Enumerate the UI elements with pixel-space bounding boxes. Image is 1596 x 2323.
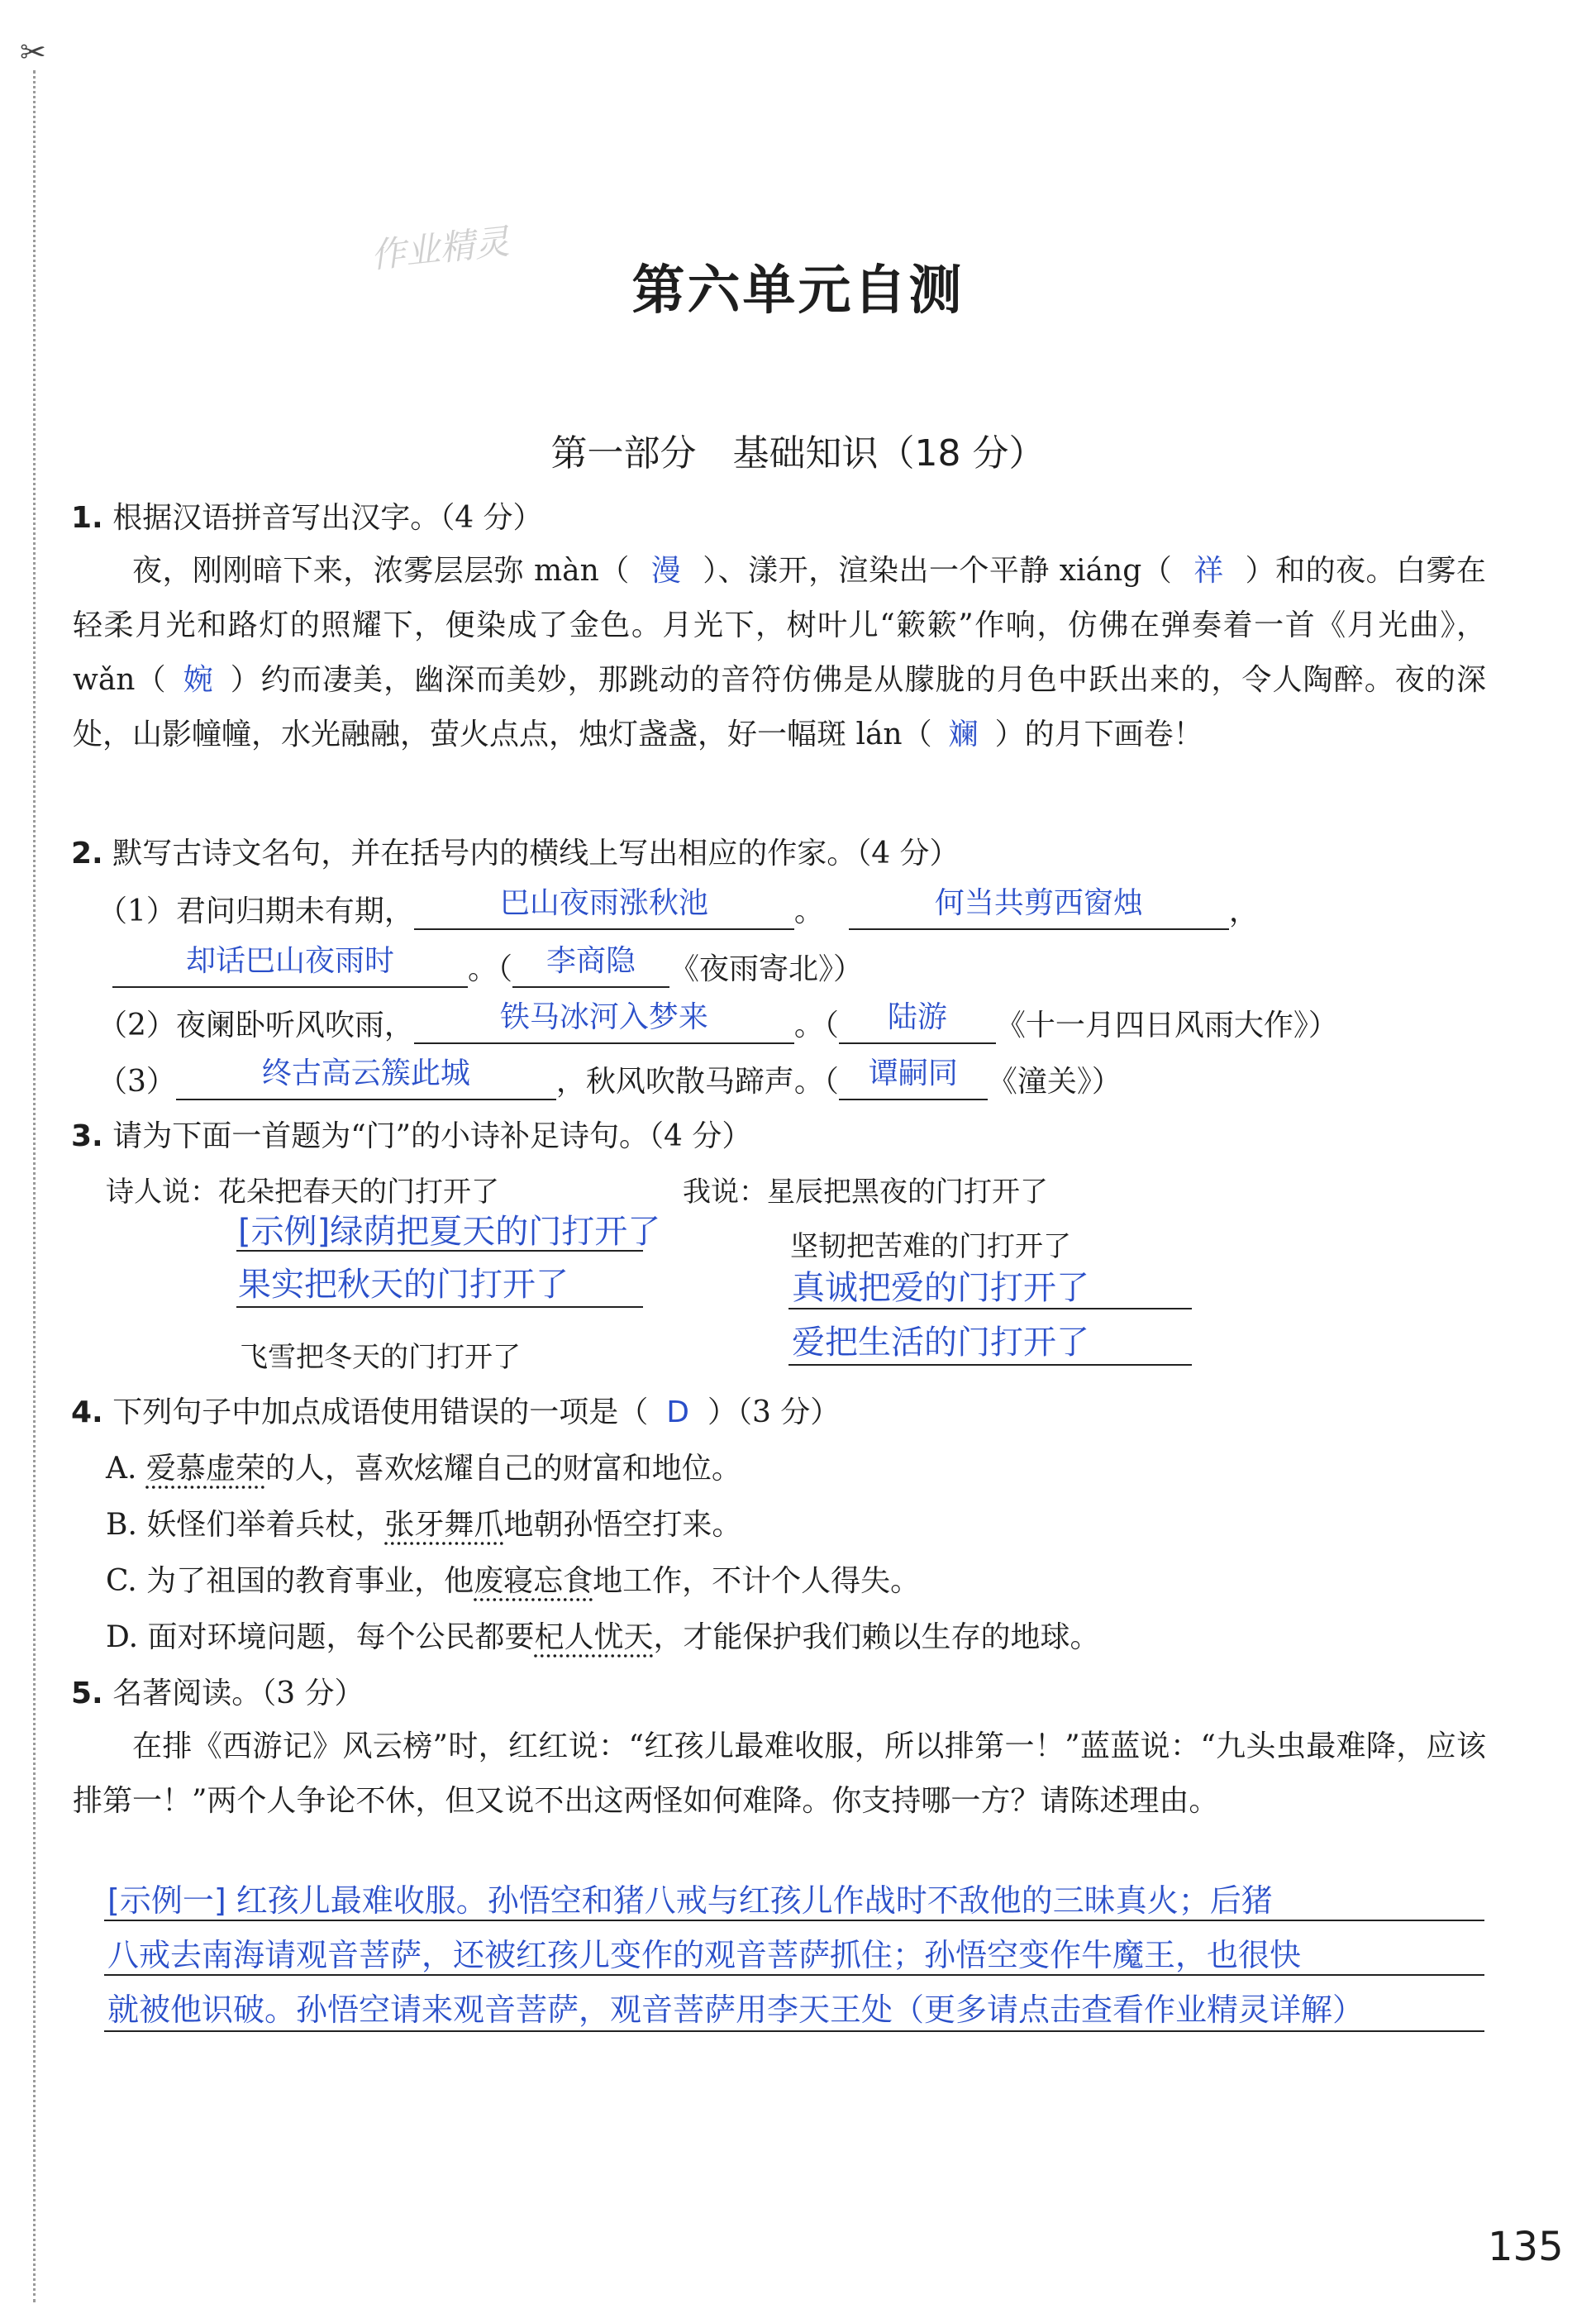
q1-answer-3: 婉: [183, 663, 214, 697]
q2-answer-3: 却话巴山夜雨时: [185, 944, 394, 978]
q1-stem-text: 根据汉语拼音写出汉字。（4 分）: [112, 501, 543, 535]
q2-blank-1: [414, 886, 794, 930]
q1-text: 来的，令人陶醉。夜的深处，山影幢幢，水光融融，萤火点点，烛灯盏盏，好一幅斑 lán（: [73, 663, 1486, 751]
q2-text: （3）: [98, 1065, 176, 1099]
q3-me-line: 我说：星辰把黑夜的门打开了: [683, 1176, 1048, 1209]
cut-line: [33, 70, 36, 2302]
q3-left-answer-1: [示例]绿荫把夏天的门打开了: [238, 1213, 661, 1251]
q1-text: ）、漾开，渲染出一个平静 xiáng（: [703, 554, 1173, 588]
q2-blank-3: [112, 944, 468, 988]
q2-answer-6: 陆游: [887, 1000, 947, 1034]
q3-right-answer-1: 真诚把爱的门打开了: [792, 1269, 1089, 1307]
q3-number: 3.: [71, 1119, 103, 1153]
q3-right-line-2: [788, 1364, 1192, 1366]
q5-rule-1: [104, 1920, 1484, 1921]
q2-line-3: （2）夜阑卧听风吹雨， 铁马冰河入梦来 。（ 陆游 《十一月四日风雨大作》）: [98, 1000, 1338, 1042]
q2-answer-5: 铁马冰河入梦来: [499, 1000, 708, 1034]
q4-option-d: [106, 1614, 1100, 1656]
q2-text: ，秋风吹散马蹄声。（: [555, 1065, 839, 1099]
q3-right-answer-2: 爱把生活的门打开了: [792, 1324, 1089, 1362]
q3-left-line-2: [236, 1306, 643, 1308]
q1-text: 白雾在轻柔月光和路灯的照耀下，便染成了金色。月光下，树叶儿“簌簌”作响，仿佛在弹奏着: [73, 554, 1486, 642]
q3-left-answer-2: 果实把秋天的门打开了: [238, 1266, 569, 1304]
q2-blank-8: [839, 1057, 988, 1100]
q4-stem: [71, 1389, 840, 1431]
q4-option-text: C. 为了祖国的教育事业，他: [106, 1564, 474, 1598]
q1-answer-4: 斓: [948, 718, 979, 751]
q4-text: 下列句子中加点成语使用错误的一项是（: [112, 1395, 649, 1429]
q2-blank-6: [839, 1000, 996, 1044]
q2-text: 《夜雨寄北》）: [669, 952, 864, 986]
q2-blank-5: [414, 1000, 794, 1044]
q5-answer-line-2: 八戒去南海请观音菩萨，还被红孩儿变作的观音菩萨抓住；孙悟空变作牛魔王，也很快: [107, 1937, 1302, 1973]
q5-stem: [71, 1670, 364, 1712]
q4-option-b: [106, 1501, 741, 1543]
q4-idiom: 废寝忘食: [474, 1564, 593, 1598]
q4-option-text: 地工作，不计个人得失。: [593, 1564, 921, 1598]
q4-option-text: A.: [106, 1452, 146, 1486]
q2-answer-7: 终古高云簇此城: [261, 1057, 470, 1090]
q3-poet-line: 诗人说：花朵把春天的门打开了: [106, 1176, 499, 1209]
q2-answer-4: 李商隐: [546, 944, 636, 978]
q3-left-given: 飞雪把冬天的门打开了: [240, 1341, 521, 1374]
q2-stem: [71, 830, 960, 872]
q2-line-1: （1）君问归期未有期， 巴山夜雨涨秋池 。 何当共剪西窗烛 ，: [98, 886, 1259, 928]
q4-number: 4.: [71, 1395, 103, 1429]
q1-answer-2: 祥: [1193, 554, 1224, 588]
q1-answer-1: 漫: [650, 554, 682, 588]
q2-line-2: 却话巴山夜雨时 。（ 李商隐 《夜雨寄北》）: [112, 946, 863, 988]
q4-option-text: 地朝孙悟空打来。: [503, 1508, 742, 1542]
q4-idiom: 张牙舞爪: [384, 1508, 504, 1542]
q3-right-line-1: [788, 1308, 1192, 1309]
q2-blank-7: [176, 1057, 556, 1100]
q4-answer: D: [666, 1395, 689, 1429]
q5-stem-text: 名著阅读。（3 分）: [112, 1677, 364, 1710]
q4-idiom: 杞人忧天: [534, 1620, 654, 1654]
watermark: 作业精灵: [369, 221, 512, 276]
page-number: 135: [1488, 2224, 1564, 2270]
q2-answer-8: 谭嗣同: [868, 1057, 958, 1090]
q1-text: 夜，刚刚暗下来，浓雾层层弥 màn（: [132, 554, 630, 588]
q4-option-text: 的人，喜欢炫耀自己的财富和地位。: [264, 1452, 741, 1486]
q1-text: ）: [994, 718, 1025, 751]
q4-option-text: B. 妖怪们举着兵杖，: [106, 1508, 385, 1542]
q3-stem: [71, 1113, 751, 1155]
q4-idiom: 爱慕虚荣: [145, 1452, 265, 1486]
q1-text: 一首《月光曲》，wǎn（: [73, 608, 1486, 697]
q5-rule-3: [104, 2030, 1484, 2032]
q2-blank-2: [849, 886, 1229, 930]
q1-number: 1.: [71, 501, 103, 535]
q4-option-c: [106, 1557, 920, 1600]
q1-passage: [73, 544, 1486, 762]
q2-blank-4: [512, 944, 669, 988]
q2-text: 《十一月四日风雨大作》）: [995, 1009, 1338, 1042]
page-title: 第六单元自测: [631, 260, 965, 322]
section-title: 第一部分 基础知识（18 分）: [550, 432, 1046, 475]
q2-text: （1）君问归期未有期，: [98, 894, 414, 928]
q4-option-text: D. 面对环境问题，每个公民都要: [106, 1620, 535, 1654]
q5-answer-line-1: [示例一] 红孩儿最难收服。孙悟空和猪八戒与红孩儿作战时不敌他的三昧真火；后猪: [107, 1882, 1273, 1919]
q3-stem-text: 请为下面一首题为“门”的小诗补足诗句。（4 分）: [112, 1119, 752, 1153]
q3-right-given: 坚韧把苦难的门打开了: [790, 1230, 1071, 1263]
q2-line-4: [98, 1058, 1122, 1100]
q3-left-line-1: [236, 1250, 643, 1252]
q2-text: （2）夜阑卧听风吹雨，: [98, 1009, 414, 1042]
q5-number: 5.: [71, 1677, 103, 1710]
q5-rule-2: [104, 1974, 1484, 1976]
q2-text: 《潼关》）: [987, 1065, 1122, 1099]
q4-option-text: ，才能保护我们赖以生存的地球。: [653, 1620, 1100, 1654]
q4-text: ）（3 分）: [707, 1395, 841, 1429]
q1-text: ）和的夜。: [1245, 554, 1396, 588]
scissors-icon: ✂: [20, 34, 46, 70]
q5-answer-line-3: 就被他识破。孙悟空请来观音菩萨，观音菩萨用李天王处（更多请点击查看作业精灵详解）: [107, 1991, 1365, 2028]
q2-answer-1: 巴山夜雨涨秋池: [499, 886, 708, 920]
q4-option-a: [106, 1445, 741, 1487]
q2-answer-2: 何当共剪西窗烛: [934, 886, 1143, 920]
q2-stem-text: 默写古诗文名句，并在括号内的横线上写出相应的作家。（4 分）: [112, 837, 960, 871]
q1-text: ）约而凄美，幽深而美妙，那跳动的音符仿佛是从朦胧的月色中跃出: [230, 663, 1151, 697]
q1-text: 的月下画卷！: [1024, 718, 1203, 751]
q2-number: 2.: [71, 837, 103, 871]
q5-passage: 在排《西游记》风云榜”时，红红说：“红孩儿最难收服，所以排第一！”蓝蓝说：“九头虫最难降，应该排第一！”两个人争论不休，但又说不出这两怪如何难降。你支持哪一方？请陈述理由。: [73, 1729, 1486, 1818]
q1-stem: [71, 494, 543, 537]
